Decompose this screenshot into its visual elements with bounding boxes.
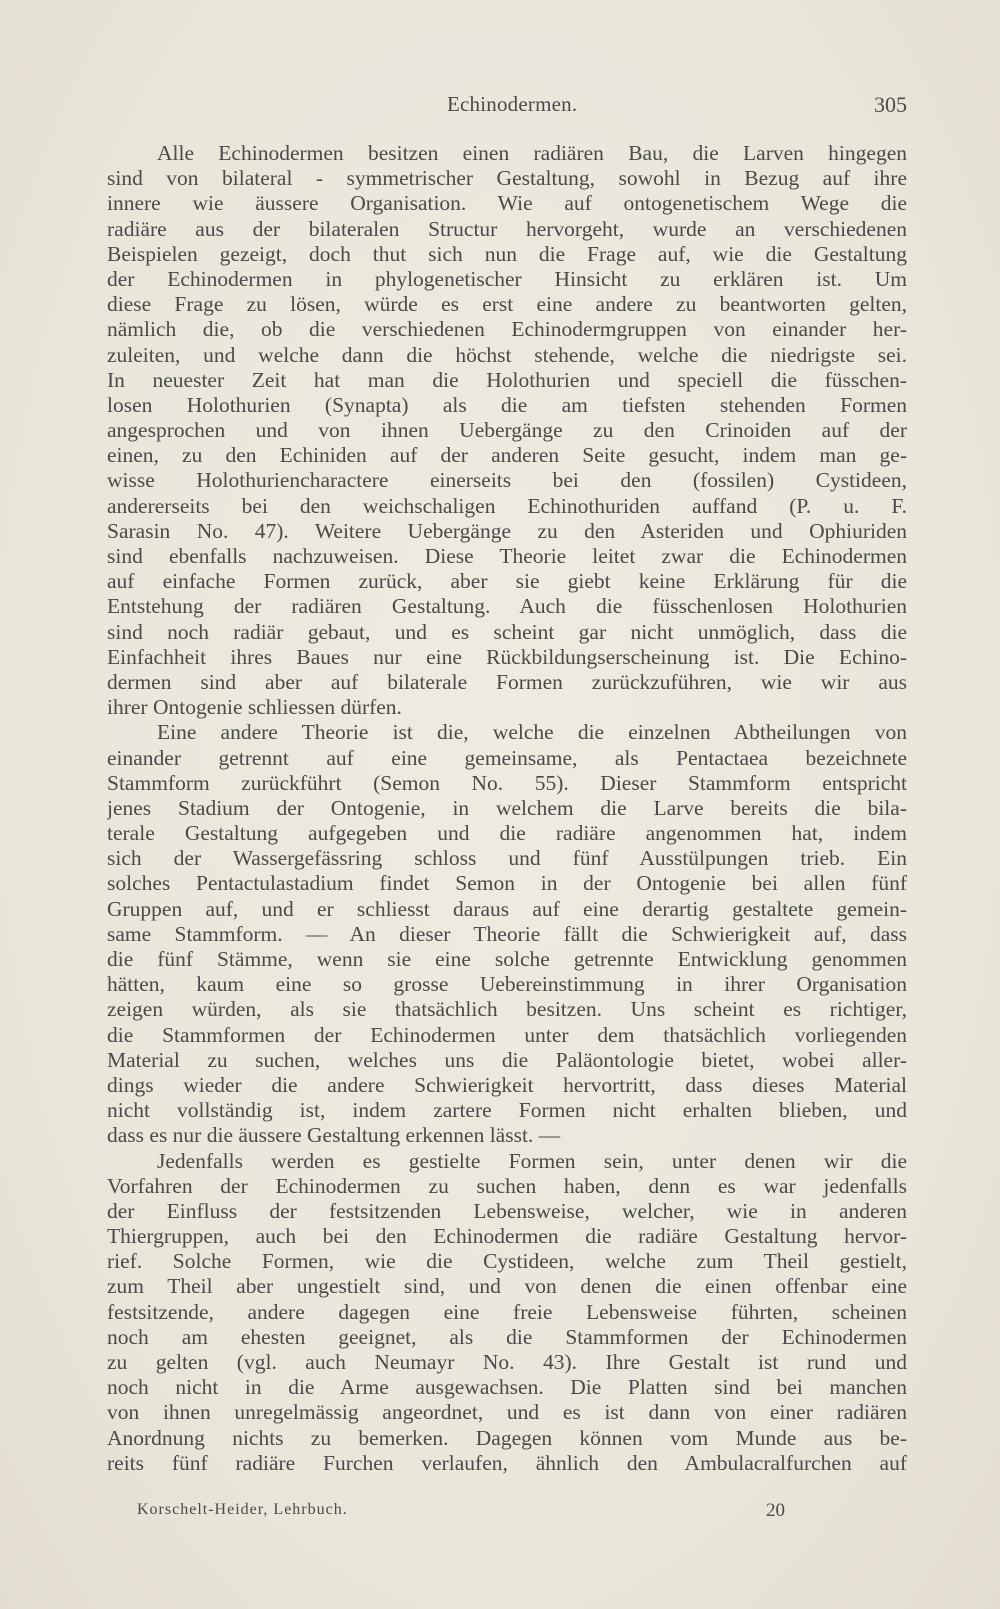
text-line: wisse Holothuriencharactere einerseits bei den (fossilen) Cystideen, <box>107 468 907 493</box>
text-line: losen Holothurien (Synapta) als die am tiefsten stehenden Formen <box>107 392 907 417</box>
text-line: Thiergruppen, auch bei den Echinodermen die radiäre Gestaltung hervor- <box>107 1224 907 1249</box>
text-line: einen, zu den Echiniden auf der anderen Seite gesucht, indem man ge- <box>107 443 907 468</box>
text-line: diese Frage zu lösen, würde es erst eine andere zu beantworten gelten, <box>107 292 907 317</box>
text-line: jenes Stadium der Ontogenie, in welchem die Larve bereits die bila- <box>107 795 907 820</box>
text-line: nämlich die, ob die verschiedenen Echinodermgruppen von einander her- <box>107 317 907 342</box>
text-line: Entstehung der radiären Gestaltung. Auch die füsschenlosen Holothurien <box>107 594 907 619</box>
text-line: innere wie äussere Organisation. Wie auf ontogenetischem Wege die <box>107 191 907 216</box>
text-line: rief. Solche Formen, wie die Cystideen, welche zum Theil gestielt, <box>107 1249 907 1274</box>
text-line: Alle Echinodermen besitzen einen radiären Bau, die Larven hingegen <box>157 141 907 165</box>
text-line: sich der Wassergefässring schloss und fünf Ausstülpungen trieb. Ein <box>107 846 907 871</box>
text-line: Gruppen auf, und er schliesst daraus auf eine derartig gestaltete gemein- <box>107 896 907 921</box>
text-line: sind ebenfalls nachzuweisen. Diese Theorie leitet zwar die Echinodermen <box>107 544 907 568</box>
text-line: Vorfahren der Echinodermen zu suchen haben, denn es war jedenfalls <box>107 1173 907 1198</box>
page-footer <box>137 1501 787 1525</box>
text-line: Material zu suchen, welches uns die Paläontologie bietet, wobei aller- <box>107 1047 907 1072</box>
text-line: In neuester Zeit hat man die Holothurien und speciell die füsschen- <box>107 367 907 392</box>
text-line: einander getrennt auf eine gemeinsame, als Pentactaea bezeichnete <box>107 745 907 770</box>
text-line: Sarasin No. 47). Weitere Uebergänge zu den Asteriden und Ophiuriden <box>107 518 907 543</box>
text-line: terale Gestaltung aufgegeben und die radiäre angenommen hat, indem <box>107 821 907 846</box>
text-line: der Echinodermen in phylogenetischer Hinsicht zu erklären ist. Um <box>107 266 907 291</box>
text-line: zuleiten, und welche dann die höchst stehende, welche die niedrigste sei. <box>107 342 907 367</box>
page-number: 305 <box>874 92 907 117</box>
text-line: sind noch radiär gebaut, und es scheint gar nicht unmöglich, dass die <box>107 619 907 644</box>
text-line: auf einfache Formen zurück, aber sie giebt keine Erklärung für die <box>107 569 907 594</box>
text-line: ihrer Ontogenie schliessen dürfen. <box>107 695 402 720</box>
text-line: reits fünf radiäre Furchen verlaufen, ähnlich den Ambulacralfurchen auf <box>107 1450 907 1475</box>
text-line: Beispielen gezeigt, doch thut sich nun die Frage auf, wie die Gestaltung <box>107 241 907 266</box>
text-line: Eine andere Theorie ist die, welche die einzelnen Abtheilungen von <box>157 720 907 745</box>
text-line: same Stammform. — An dieser Theorie fällt die Schwierigkeit auf, dass <box>107 921 907 946</box>
text-line: Anordnung nichts zu bemerken. Dagegen können vom Munde aus be- <box>107 1425 907 1450</box>
text-line: dermen sind aber auf bilaterale Formen zurückzuführen, wie wir aus <box>107 669 907 694</box>
text-line: zu gelten (vgl. auch Neumayr No. 43). Ihre Gestalt ist rund und <box>107 1350 907 1374</box>
text-line: noch nicht in die Arme ausgewachsen. Die Platten sind bei manchen <box>107 1375 907 1400</box>
text-line: die Stammformen der Echinodermen unter dem thatsächlich vorliegenden <box>107 1022 907 1047</box>
text-line: die fünf Stämme, wenn sie eine solche getrennte Entwicklung genommen <box>107 947 907 971</box>
text-line: der Einfluss der festsitzenden Lebensweise, welcher, wie in anderen <box>107 1198 907 1223</box>
text-line: solches Pentactulastadium findet Semon in der Ontogenie bei allen fünf <box>107 871 907 896</box>
text-line: angesprochen und von ihnen Uebergänge zu den Crinoiden auf der <box>107 418 907 443</box>
footer-book-title: Korschelt-Heider, Lehrbuch. <box>137 1501 348 1518</box>
text-line: radiäre aus der bilateralen Structur hervorgeht, wurde an verschiedenen <box>107 216 907 241</box>
text-line: hätten, kaum eine so grosse Uebereinstimmung in ihrer Organisation <box>107 972 907 997</box>
text-line: zeigen würden, als sie thatsächlich besitzen. Uns scheint es richtiger, <box>107 997 907 1022</box>
text-line: dings wieder die andere Schwierigkeit hervortritt, dass dieses Material <box>107 1072 907 1097</box>
text-line: sind von bilateral - symmetrischer Gestaltung, sowohl in Bezug auf ihre <box>107 166 907 191</box>
body-text <box>107 141 907 1476</box>
sheet-signature: 20 <box>766 1500 785 1521</box>
running-title: Echinodermen. <box>447 92 578 116</box>
text-line: andererseits bei den weichschaligen Echinothuriden auffand (P. u. F. <box>107 493 907 518</box>
text-line: dass es nur die äussere Gestaltung erkennen lässt. — <box>107 1123 561 1148</box>
text-line: von ihnen unregelmässig angeordnet, und es ist dann von einer radiären <box>107 1400 907 1425</box>
text-line: festsitzende, andere dagegen eine freie Lebensweise führten, scheinen <box>107 1299 907 1324</box>
text-line: Stammform zurückführt (Semon No. 55). Dieser Stammform entspricht <box>107 770 907 795</box>
text-line: noch am ehesten geeignet, als die Stammformen der Echinodermen <box>107 1324 907 1349</box>
text-line: zum Theil aber ungestielt sind, und von denen die einen offenbar eine <box>107 1274 907 1299</box>
running-head <box>107 92 907 122</box>
text-line: Jedenfalls werden es gestielte Formen sein, unter denen wir die <box>157 1148 907 1173</box>
text-line: nicht vollständig ist, indem zartere Formen nicht erhalten blieben, und <box>107 1098 907 1123</box>
text-line: Einfachheit ihres Baues nur eine Rückbildungserscheinung ist. Die Echino- <box>107 644 907 669</box>
